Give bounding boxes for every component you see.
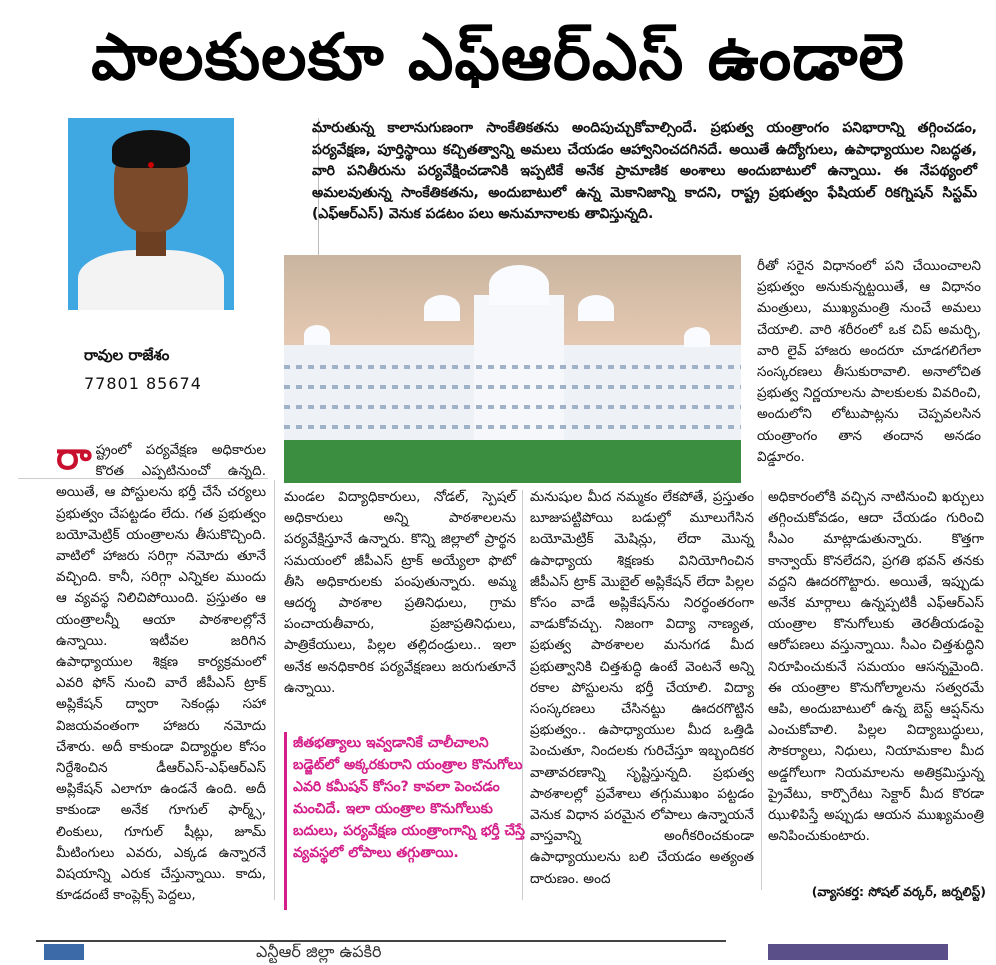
- column-3: మనుషుల మీద నమ్మకం లేకపోతే, ప్రస్తుతం బూజుపట్టిపోయి బడుల్లో మూలుగేసిన బయోమెట్రిక్ మెషిన్లు, లేదా మొన్న ఉపాధ్యాయ శిక్షణకు వినియోగించిన జీపీఎస్ ట్రాక్ మొబైల్ అప్లికేషన్ లేదా పిల్లల కోసం వాడే అప్లికేషన్‌ను నిరర్థంతరంగా వాడుకోవచ్చు. నిజంగా విద్యా నాణ్యత, ప్రభుత్వ పాఠశాలల మనుగడ మీద ప్రభుత్వానికి చిత్తశుద్ధి ఉంటే వెంటనే అన్ని రకాల పోస్టులను భర్తీ చేయాలి. విద్యా సంస్కరణలు చేసినట్టు ఊదరగొట్టిన ప్రభుత్వం.. ఉపాధ్యాయుల మీద ఒత్తిడి పెంచుతూ, నిందలకు గురిచేస్తూ ఇబ్బందికర వాతావరణాన్ని సృష్టిస్తున్నది. ప్రభుత్వ పాఠశాలల్లో ప్రవేశాలు తగ్గుముఖం పట్టడం వెనుక విధాన పరమైన లోపాలు ఉన్నాయనే వాస్తవాన్ని అంగీకరించకుండా ఉపాధ్యాయులను బలి చేయడం అత్యంత దారుణం. అంద: [530, 489, 754, 887]
- intro-paragraph: మారుతున్న కాలానుగుణంగా సాంకేతికతను అందిపుచ్చుకోవాల్సిందే. ప్రభుత్వ యంత్రాంగం పనిభారాన్ని తగ్గించడం, పర్యవేక్షణ, పూర్తిస్థాయి కచ్చితత్వాన్ని అమలు చేయడం ఆహ్వానించదగినదే. అయితే ఉద్యోగులు, ఉపాధ్యాయుల నిబద్ధత, వారి పనితీరును పర్యవేక్షించడానికి ఇప్పటికే అనేక ప్రామాణిక అంశాలు అందుబాటులో ఉన్నాయి. ఈ నేపథ్యంలో అమలవుతున్న సాంకేతికతను, అందుబాటులో ఉన్న మెకానిజాన్ని కాదని, రాష్ట్ర ప్రభుత్వం ఫేషియల్ రికగ్నిషన్ సిస్టమ్ (ఎఫ్ఆర్ఎస్) వెనుక పడటం పలు అనుమానాలకు తావిస్తున్నది.: [312, 120, 977, 222]
- dropcap: రా: [56, 434, 92, 478]
- byline: (వ్యాసకర్త: సోషల్ వర్కర్, జర్నలిస్ట్): [811, 884, 986, 899]
- author-photo: [68, 118, 234, 310]
- column-2: మండల విద్యాధికారులు, నోడల్, స్పెషల్ అధికారులు అన్ని పాఠశాలలను పర్యవేక్షిస్తూనే ఉన్నారు. కొన్ని జిల్లాలో ప్రార్థన సమయంలో జీపీఎస్ ట్రాక్ అయ్యేలా ఫొటో తీసి అధికారులకు పంపుతున్నారు. అమ్మ ఆదర్శ పాఠశాల ప్రతినిధులు, గ్రామ పంచాయతీవారు, ప్రజాప్రతినిధులు, పాత్రికేయులు, పిల్లల తల్లిదండ్రులు.. ఇలా అనేక అనధికారిక పర్యవేక్షణలు జరుగుతూనే ఉన్నాయి.: [284, 489, 516, 696]
- secretariat-photo: [284, 255, 741, 483]
- author-name: రావుల రాజేశం: [84, 346, 170, 364]
- divider: [761, 490, 762, 890]
- ad-thumbnail: [44, 944, 84, 960]
- column-4: అధికారంలోకి వచ్చిన నాటినుంచి ఖర్చులు తగ్గించుకోవడం, ఆదా చేయడం గురించి సీఎం మాట్లాడుతున్నారు. కొత్తగా కాన్వాయ్ కొనలేదని, ప్రగతి భవన్ తనకు వద్దని ఊదరగొట్టారు. అయితే, ఇప్పుడు అనేక మార్గాలు ఉన్నప్పటికీ ఎఫ్ఆర్ఎస్ యంత్రాల కొనుగోలుకు తెరతీయడంపై ఆరోపణలు వస్తున్నాయి. సీఎం చిత్తశుద్ధిని నిరూపించుకునే సమయం ఆసన్నమైంది. ఈ యంత్రాల కొనుగోల్మాలను సత్వరమే ఆపి, అందుబాటులో ఉన్న బెస్ట్ ఆప్షన్‌ను ఎంచుకోవాలి. పిల్లల విద్యాబుద్ధులు, సౌకర్యాలు, నిధులు, నియామకాల మీద అడ్డగోలుగా నియమాలను అతిక్రమిస్తున్న ప్రైవేటు, కార్పొరేటు సెక్టార్ మీద కొరడా ఝుళిపిస్తే అప్పుడు ఆయన ముఖ్యమంత్రి అనిపించుకుంటారు.: [768, 489, 984, 845]
- column-right-top: రీతో సరైన విధానంలో పని చేయించాలని ప్రభుత్వం అనుకున్నట్టయితే, ఆ విధానం మంత్రులు, ముఖ్యమంత్రి నుంచే అమలు చేయాలి. వారి శరీరంలో ఒక చిప్ అమర్చి, వారి లైవ్ హాజరు అందరూ చూడగలిగేలా సంస్కరణలు తీసుకురావాలి. అనాలోచిత ప్రభుత్వ నిర్ణయాలను పాలకులకు వివరించి, అందులోని లోటుపాట్లను చెప్పవలసిన యంత్రాంగం తాన తందాన అనడం విడ్డూరం.: [757, 258, 981, 465]
- column-1: రాష్ట్రంలో పర్యవేక్షణ అధికారుల కొరత ఎప్పటినుంచో ఉన్నది. అయితే, ఆ పోస్టులను భర్తీ చేసే చర్యలు ప్రభుత్వం చేపట్టడం లేదు. గత ప్రభుత్వం బయోమెట్రిక్ యంత్రాలను తీసుకొచ్చింది. వాటిలో హాజరు సరిగ్గా నమోదు తూనే వచ్చింది. కానీ, సరిగ్గా ఎన్నికల ముందు ఆ వ్యవస్థ నిలిచిపోయింది. ప్రస్తుతం ఆ యంత్రాలన్నీ ఆయా పాఠశాలల్లోనే ఉన్నాయి. ఇటీవల జరిగిన ఉపాధ్యాయుల శిక్షణ కార్యక్రమంలో ఎవరి ఫోన్ నుంచి వారే జీపీఎస్ ట్రాక్ అప్లికేషన్ ద్వారా సెకండ్లు సహా విజయవంతంగా హాజరు నమోదు చేశారు. అదీ కాకుండా విద్యార్థుల కోసం నిర్దేశించిన డీఆర్ఎస్-ఎఫ్ఆర్ఎస్ అప్లికేషన్ ఎలాగూ ఉండనే ఉంది. అదీ కాకుండా అనేక గూగుల్ ఫార్మ్స్, లింకులు, గూగుల్ షీట్లు, జూమ్ మీటింగులు ఎవరు, ఎక్కడ ఉన్నారనే విషయాన్ని ఎరుక చేస్తున్నాయి. కాదు, కూడదంటే కాంప్లెక్స్ పెద్దలు,: [56, 434, 266, 904]
- ad-thumbnail: [768, 944, 948, 960]
- author-phone: 77801 85674: [84, 374, 202, 393]
- pull-quote: జీతభత్యాలు ఇవ్వడానికే చాలీచాలని బడ్జెట్‌లో అక్కరకురాని యంత్రాల కొనుగోలు ఎవరి కమీషన్ కోసం? కావలా పెంచడం మంచిదే. ఇలా యంత్రాల కొనుగోలుకు బదులు, పర్యవేక్షణ యంత్రాంగాన్ని భర్తీ చేస్తే వ్యవస్థలో లోపాలు తగ్గుతాయి.: [284, 732, 525, 910]
- next-article-strip: [36, 940, 726, 960]
- divider: [274, 480, 275, 900]
- headline: పాలకులకూ ఎఫ్ఆర్ఎస్ ఉండాలె: [91, 21, 905, 95]
- next-article-title: ఎన్టీఆర్ జిల్లా ఉపకిరి: [256, 942, 382, 961]
